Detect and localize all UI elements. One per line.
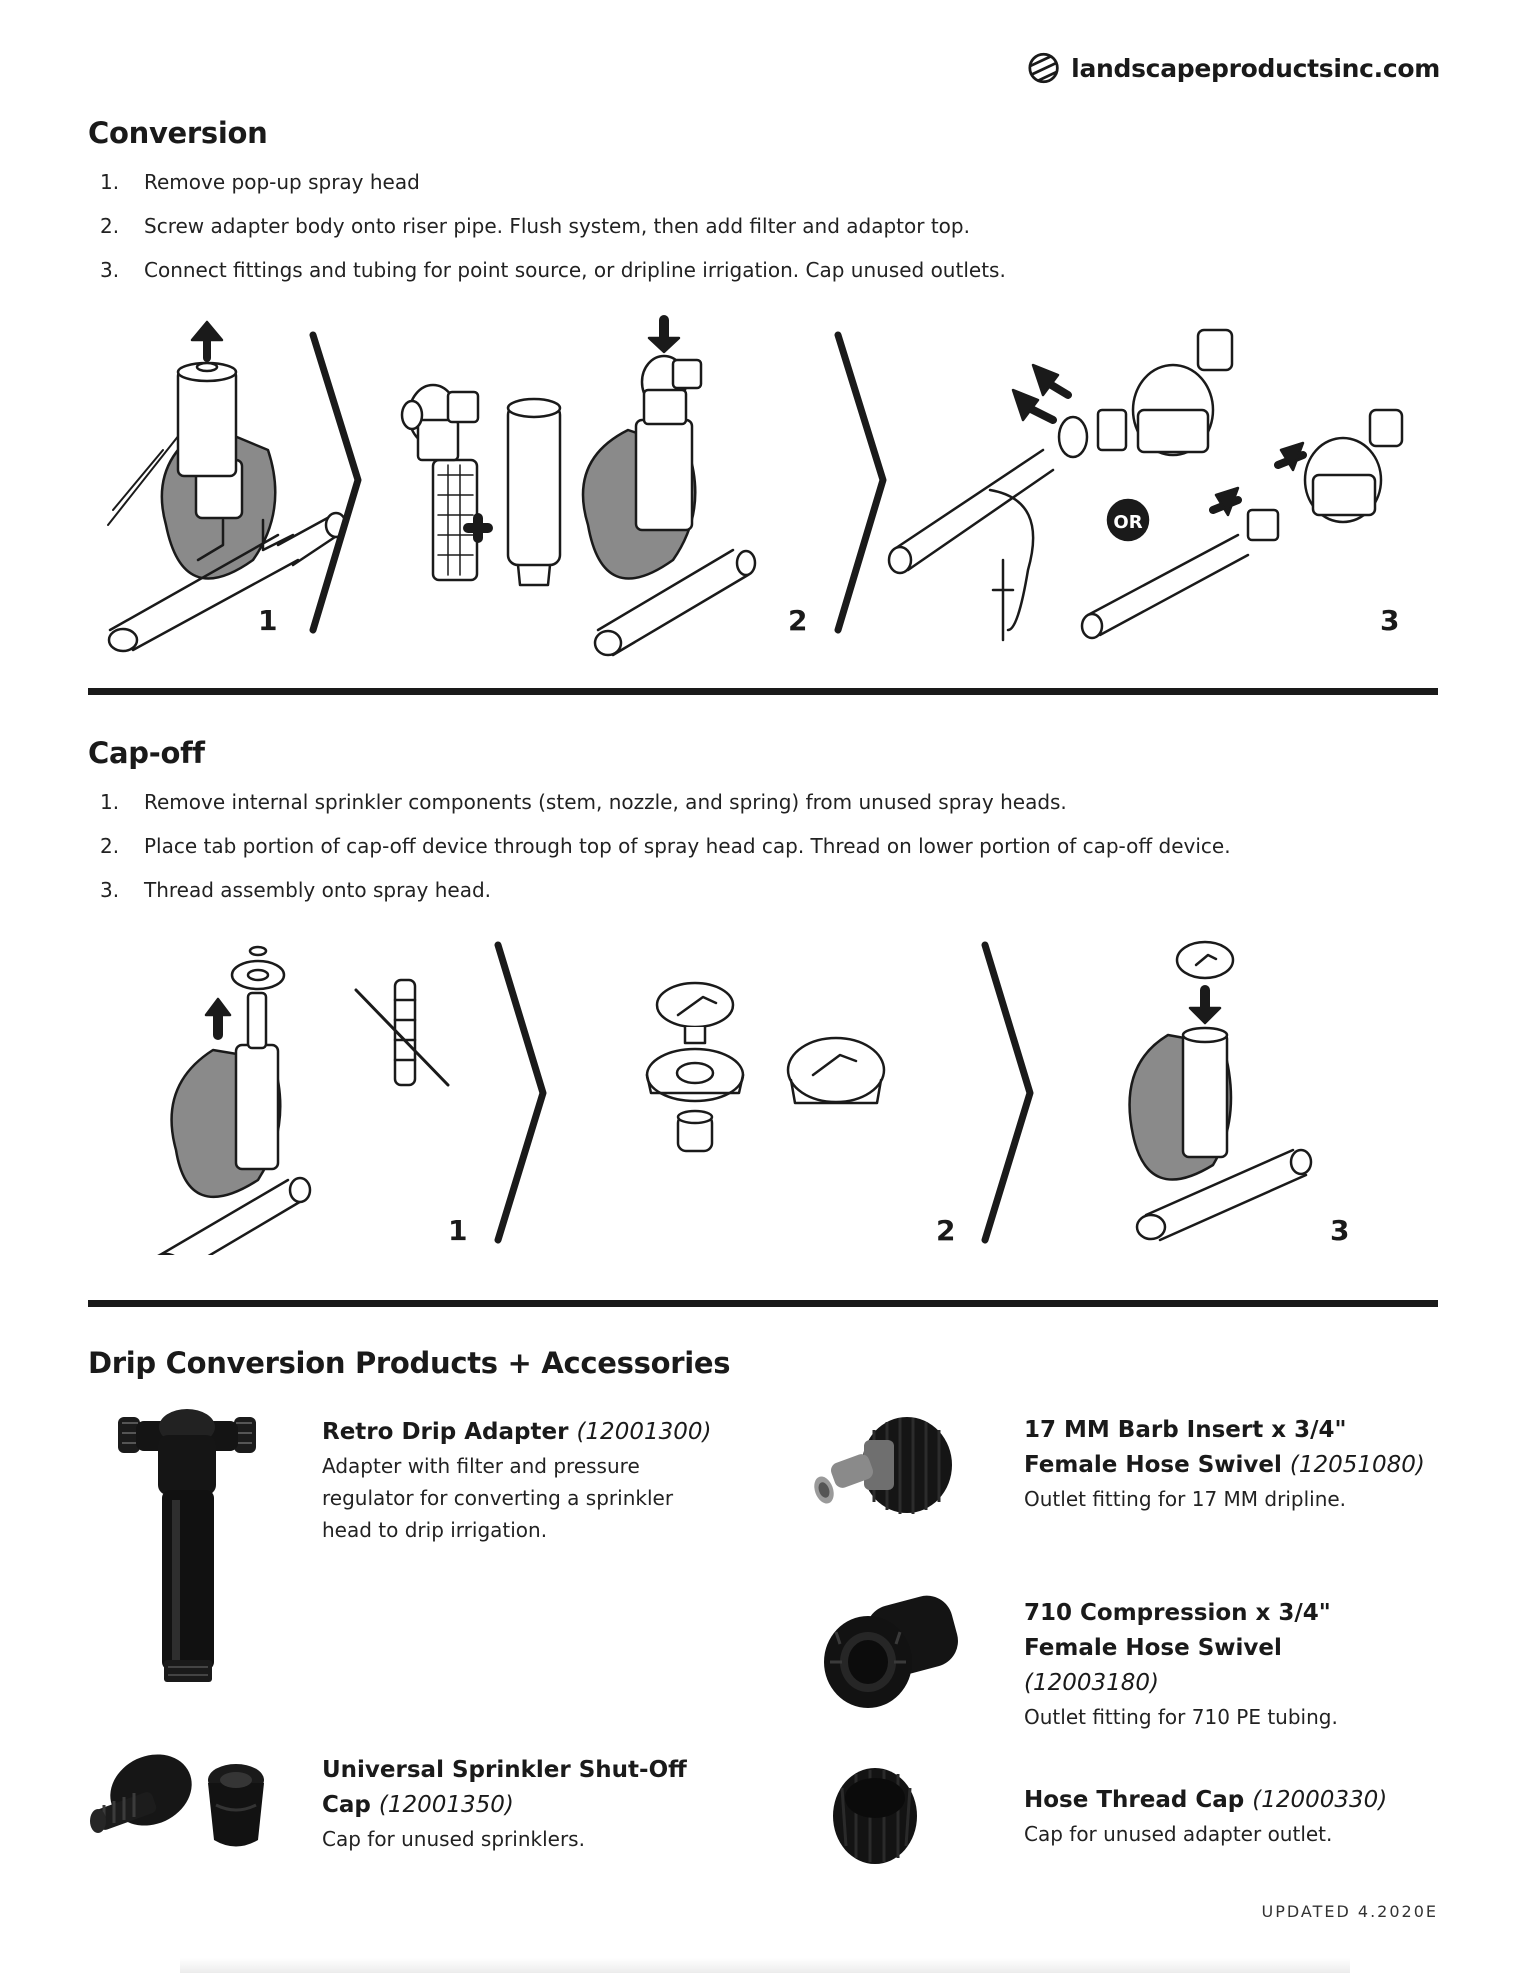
shutoff-cap-image	[86, 1745, 301, 1860]
capoff-step-2-label: 2	[936, 1214, 956, 1247]
product-name: 17 MM Barb Insert x 3/4" Female Hose Swivel (12051080)	[1024, 1417, 1425, 1478]
products-title: Drip Conversion Products + Accessories	[88, 1346, 731, 1380]
step-item: 2. Screw adapter body onto riser pipe. Flush system, then add filter and adaptor top.	[100, 214, 970, 238]
conversion-step-1-label: 1	[258, 604, 278, 637]
or-label: OR	[1113, 512, 1143, 533]
product-name: 710 Compression x 3/4" Female Hose Swivel (12003180)	[1024, 1596, 1444, 1701]
adapter-filter-parts-illustration	[402, 385, 560, 585]
conversion-title: Conversion	[88, 116, 268, 150]
step-item: 2. Place tab portion of cap-off device through top of spray head cap. Thread on lower portion of cap-off device.	[100, 834, 1231, 858]
product-code: (12000330)	[1252, 1787, 1388, 1813]
product-retro-drip-adapter	[322, 1415, 762, 1546]
page-bottom-edge	[180, 1958, 1350, 1973]
step-item: 1. Remove pop-up spray head	[100, 170, 420, 194]
conversion-step-3-label: 3	[1380, 604, 1400, 637]
step-item: 3. Thread assembly onto spray head.	[100, 878, 492, 902]
capoff-steps	[88, 780, 1338, 912]
brand-url[interactable]: landscapeproductsinc.com	[1071, 53, 1440, 83]
capoff-parts-illustration	[647, 983, 955, 1247]
brand-header	[1028, 48, 1440, 88]
product-desc: Adapter with filter and pressure regulator for converting a sprinkler head to drip irrigation.	[322, 1454, 674, 1542]
product-hose-thread-cap	[1024, 1783, 1444, 1850]
barb-insert-swivel-image	[812, 1410, 957, 1522]
retro-drip-adapter-image	[112, 1405, 262, 1695]
conversion-illustration	[88, 310, 1438, 660]
step-item: 1. Remove internal sprinkler components (stem, nozzle, and spring) from unused spray heads.	[100, 790, 1067, 814]
product-code: (12001350)	[378, 1792, 514, 1818]
updated-label: UPDATED 4.2020E	[1261, 1902, 1438, 1921]
section-divider	[88, 1300, 1438, 1307]
conversion-step-2-label: 2	[788, 604, 808, 637]
capoff-step-3-label: 3	[1330, 1214, 1350, 1247]
adapter-installed-illustration	[583, 320, 807, 655]
product-barb-insert-swivel	[1024, 1413, 1444, 1515]
capoff-installed-illustration	[1130, 942, 1350, 1247]
product-code: (12051080)	[1289, 1452, 1425, 1478]
product-desc: Outlet fitting for 710 PE tubing.	[1024, 1705, 1338, 1729]
product-code: (12003180)	[1024, 1670, 1160, 1696]
compression-swivel-image	[818, 1582, 963, 1712]
striped-circle-logo-icon	[1028, 51, 1059, 85]
conversion-steps	[88, 160, 1288, 292]
capoff-illustration	[88, 935, 1438, 1255]
section-divider	[88, 688, 1438, 695]
product-desc: Cap for unused sprinklers.	[322, 1827, 585, 1851]
step-item: 3. Connect fittings and tubing for point source, or dripline irrigation. Cap unused outlets.	[100, 258, 1006, 282]
product-name: Retro Drip Adapter	[322, 1419, 569, 1445]
fittings-tubing-illustration	[889, 330, 1402, 640]
product-compression-swivel	[1024, 1596, 1444, 1733]
hose-thread-cap-image	[828, 1758, 923, 1868]
product-desc: Cap for unused adapter outlet.	[1024, 1822, 1333, 1846]
product-shutoff-cap	[322, 1753, 762, 1855]
product-name: Universal Sprinkler Shut-Off Cap (12001350)	[322, 1757, 687, 1818]
product-name: Hose Thread Cap	[1024, 1787, 1245, 1813]
product-desc: Outlet fitting for 17 MM dripline.	[1024, 1487, 1347, 1511]
capoff-step-1-label: 1	[448, 1214, 468, 1247]
capoff-title: Cap-off	[88, 736, 205, 770]
popup-removal-illustration	[108, 322, 346, 651]
remove-internals-illustration	[152, 947, 467, 1255]
product-code: (12001300)	[576, 1419, 712, 1445]
